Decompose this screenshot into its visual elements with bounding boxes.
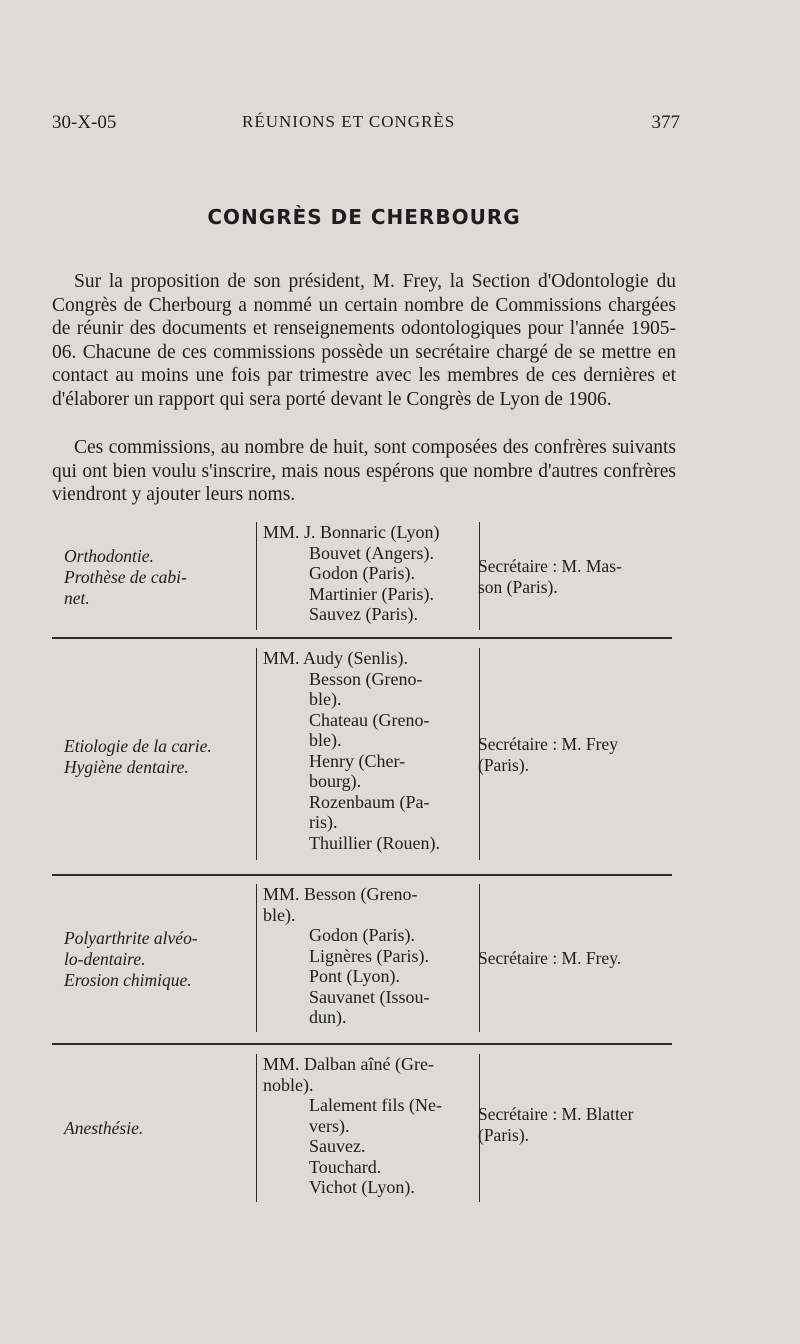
- commission-members: [256, 884, 480, 1032]
- paragraph-commissions: Ces commissions, au nombre de huit, sont composées des confrères suivants qui ont bien voulu s'inscrire, mais nous espérons que nombre d'autres confrères viendront y ajouter leurs noms.: [52, 437, 676, 506]
- commission-topic: Etiologie de la carie. Hygiène dentaire.: [64, 736, 212, 777]
- member-name: Martinier (Paris).: [309, 583, 434, 604]
- divider: [52, 1043, 672, 1045]
- running-header: [52, 112, 680, 144]
- member-name: Lalement fils (Ne- vers).: [309, 1095, 442, 1136]
- commission-row: [52, 1054, 672, 1204]
- header-date: 30-X-05: [52, 112, 117, 133]
- member-name: MM. J. Bonnaric (Lyon): [263, 522, 440, 542]
- commission-row: [52, 522, 672, 634]
- member-name: Bouvet (Angers).: [309, 542, 434, 563]
- member-name: Sauvez (Paris).: [309, 604, 418, 624]
- member-name: Godon (Paris).: [309, 563, 415, 583]
- member-name: Henry (Cher- bourg).: [309, 750, 406, 791]
- commission-secretary: Secrétaire : M. Frey.: [478, 948, 622, 968]
- commission-members: [256, 648, 480, 860]
- commission-members: [256, 1054, 480, 1202]
- member-name: Besson (Greno- ble).: [309, 668, 423, 709]
- member-name: Sauvez.: [309, 1136, 366, 1156]
- divider: [52, 637, 672, 639]
- member-name: Sauvanet (Issou- dun).: [309, 986, 430, 1027]
- paragraph-intro: Sur la proposition de son président, M. Frey, la Section d'Odontologie du Congrès de Cherbourg a nommé un certain nombre de Commissions chargées de réunir des documents et renseignements odontologiques pour l'année 1905-06. Chacune de ces commissions possède un secrétaire chargé de se mettre en contact au moins une fois par trimestre avec les membres de ces dernières et d'élaborer un rapport qui sera porté devant le Congrès de Lyon de 1906.: [52, 271, 676, 410]
- article-title: CONGRÈS DE CHERBOURG: [207, 205, 521, 229]
- divider: [52, 874, 672, 876]
- commission-members: [256, 522, 480, 630]
- member-name: Touchard.: [309, 1156, 382, 1177]
- member-name: Vichot (Lyon).: [309, 1177, 415, 1197]
- member-name: Pont (Lyon).: [309, 966, 401, 986]
- member-name: MM. Besson (Greno- ble).: [263, 884, 418, 925]
- page-number: 377: [651, 112, 680, 133]
- commission-secretary: Secrétaire : M. Blatter (Paris).: [478, 1104, 634, 1145]
- member-name: MM. Audy (Senlis).: [263, 648, 409, 668]
- header-running-title: RÉUNIONS ET CONGRÈS: [242, 112, 456, 131]
- commission-row: [52, 648, 672, 863]
- member-name: Godon (Paris).: [309, 925, 415, 945]
- member-name: Lignères (Paris).: [309, 945, 429, 966]
- member-name: Thuillier (Rouen).: [309, 832, 440, 853]
- commission-topic: Orthodontie. Prothèse de cabi- net.: [64, 546, 187, 608]
- member-name: Chateau (Greno- ble).: [309, 709, 430, 750]
- commission-secretary: Secrétaire : M. Mas- son (Paris).: [478, 556, 622, 597]
- commission-row: [52, 884, 672, 1034]
- commission-topic: Polyarthrite alvéo- lo-dentaire. Erosion chimique.: [64, 928, 198, 990]
- commission-topic: Anesthésie.: [64, 1118, 144, 1138]
- commission-secretary: Secrétaire : M. Frey (Paris).: [478, 734, 618, 775]
- member-name: MM. Dalban aîné (Gre- noble).: [263, 1054, 434, 1095]
- member-name: Rozenbaum (Pa- ris).: [309, 791, 430, 832]
